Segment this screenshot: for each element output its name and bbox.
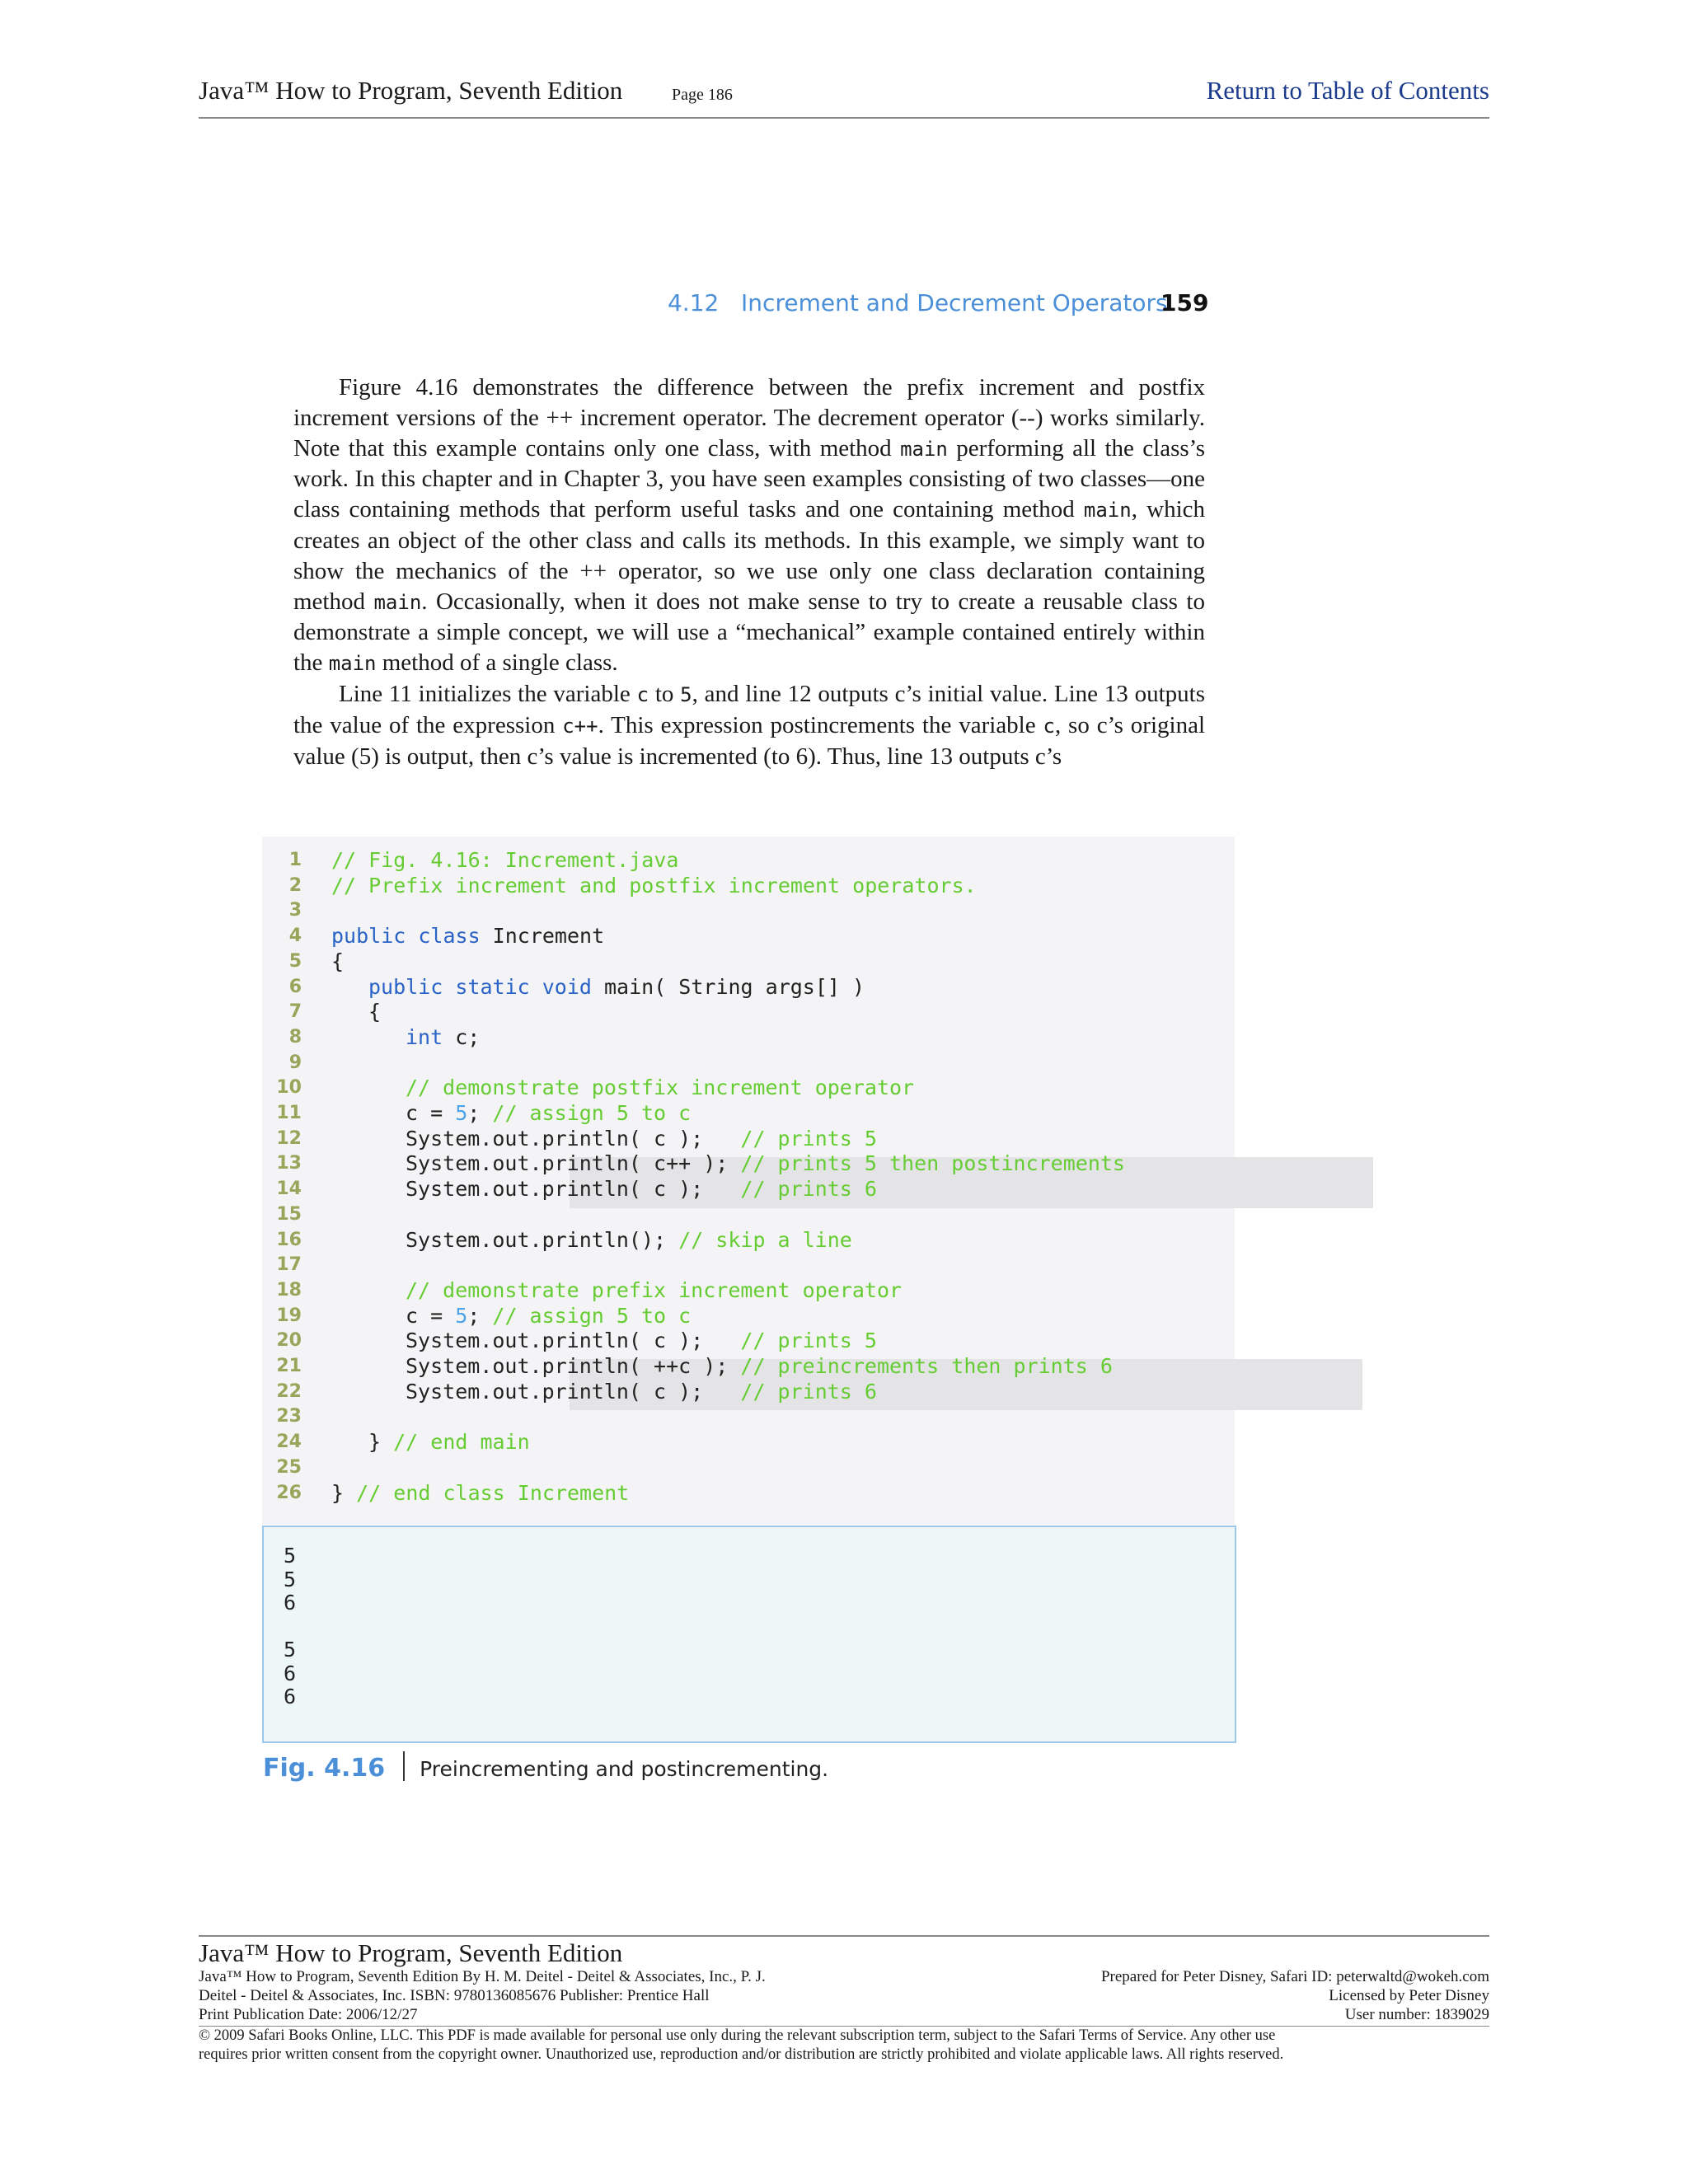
line-number: 23 bbox=[276, 1406, 302, 1427]
code-token: { bbox=[368, 1000, 382, 1024]
code-line bbox=[262, 949, 1235, 975]
code-line bbox=[262, 1025, 1235, 1051]
code-line bbox=[262, 1177, 1235, 1202]
code-text bbox=[406, 1177, 877, 1202]
code-comment: // demonstrate postfix increment operator bbox=[406, 1076, 915, 1100]
running-header bbox=[199, 76, 1489, 119]
code-token: Increment bbox=[480, 924, 605, 949]
code-line bbox=[262, 975, 1235, 1001]
line-number: 25 bbox=[276, 1456, 302, 1478]
line-number: 19 bbox=[276, 1305, 302, 1326]
code-text bbox=[406, 1304, 691, 1329]
code-line bbox=[262, 1481, 1235, 1507]
code-comment: // skip a line bbox=[678, 1227, 852, 1252]
code-number: 5 bbox=[455, 1101, 468, 1125]
code-text bbox=[368, 1430, 530, 1455]
code-line bbox=[262, 1000, 1235, 1025]
code-comment: // Prefix increment and postfix increment operators. bbox=[331, 873, 977, 898]
code-line bbox=[262, 1380, 1235, 1405]
footer-book-title: Java™ How to Program, Seventh Edition bbox=[199, 1938, 623, 1967]
line-number: 9 bbox=[288, 1052, 302, 1073]
code-text bbox=[331, 1481, 629, 1507]
code-token: System.out.println( c++ ); bbox=[406, 1151, 741, 1176]
footer-user-number: User number: 1839029 bbox=[1344, 2006, 1489, 2023]
code-token: { bbox=[331, 949, 345, 973]
line-number: 24 bbox=[276, 1432, 302, 1453]
output-line: 5 bbox=[284, 1567, 297, 1591]
code-token: System.out.println( c ); bbox=[406, 1177, 741, 1202]
code-keyword: public class bbox=[331, 924, 481, 949]
code-text bbox=[406, 1380, 877, 1405]
code-comment: // preincrements then prints 6 bbox=[740, 1354, 1113, 1378]
code-token: System.out.println( ++c ); bbox=[406, 1354, 741, 1378]
paragraph-2: Line 11 initializes the variable c to 5, and line 12 outputs c’s initial value. Line 13 outputs the value of the expression c++. This expression postincrements the variable c, so c’s original value (5) is output, then c’s value is incremented (to 6). Thus, line 13 outputs c’s bbox=[293, 680, 1205, 770]
code-token: c = bbox=[406, 1101, 456, 1125]
output-line: 6 bbox=[284, 1685, 297, 1708]
code-line bbox=[262, 1127, 1235, 1152]
code-line bbox=[262, 874, 1235, 899]
code-token: ; bbox=[467, 1101, 493, 1125]
page-number: 159 bbox=[1160, 289, 1209, 316]
code-line bbox=[262, 1430, 1235, 1455]
line-number: 3 bbox=[288, 900, 302, 921]
code-line bbox=[262, 1455, 1235, 1481]
code-line bbox=[262, 1202, 1235, 1228]
code-comment: // prints 5 then postincrements bbox=[740, 1151, 1125, 1176]
code-token: System.out.println( c ); bbox=[406, 1329, 741, 1353]
code-line bbox=[262, 1253, 1235, 1278]
caption-separator bbox=[403, 1751, 405, 1781]
code-line bbox=[262, 848, 1235, 874]
code-comment: // demonstrate prefix increment operator bbox=[406, 1277, 903, 1302]
code-keyword: int bbox=[406, 1024, 443, 1049]
line-number: 4 bbox=[288, 926, 302, 947]
footer-author-line: Java™ How to Program, Seventh Edition By H. M. Deitel - Deitel & Associates, Inc., P. J. bbox=[199, 1968, 766, 1985]
code-line bbox=[262, 1404, 1235, 1430]
footer-copyright-2: requires prior written consent from the copyright owner. Unauthorized use, reproduction and/or distribution are strictly prohibited and violate applicable laws. All rights reserved. bbox=[199, 2046, 1284, 2063]
line-number: 16 bbox=[276, 1229, 302, 1250]
line-number: 21 bbox=[276, 1356, 302, 1376]
code-text bbox=[406, 1101, 691, 1127]
code-comment: // prints 5 bbox=[740, 1329, 877, 1353]
code-text bbox=[331, 874, 977, 899]
code-line bbox=[262, 1304, 1235, 1329]
code-line bbox=[262, 1076, 1235, 1101]
output-line: 6 bbox=[284, 1591, 297, 1615]
line-number: 15 bbox=[276, 1203, 302, 1225]
line-number: 8 bbox=[288, 1026, 302, 1047]
line-number: 10 bbox=[276, 1077, 302, 1099]
code-line bbox=[262, 1051, 1235, 1076]
code-token: } bbox=[368, 1430, 394, 1455]
code-token: ; bbox=[467, 1303, 493, 1328]
code-text bbox=[406, 1354, 1113, 1380]
code-line bbox=[262, 1101, 1235, 1127]
code-line bbox=[262, 1278, 1235, 1304]
section-title: 4.12 Increment and Decrement Operators bbox=[668, 289, 1168, 316]
line-number: 2 bbox=[288, 874, 302, 896]
line-number: 13 bbox=[276, 1153, 302, 1174]
code-text bbox=[406, 1329, 877, 1354]
output-line: 6 bbox=[284, 1661, 297, 1685]
footer-date-line: Print Publication Date: 2006/12/27 bbox=[199, 2006, 418, 2023]
code-comment: // assign 5 to c bbox=[492, 1303, 692, 1328]
line-number: 7 bbox=[288, 1001, 302, 1023]
line-number: 11 bbox=[276, 1103, 302, 1123]
code-text bbox=[406, 1151, 1125, 1177]
return-to-toc-link[interactable]: Return to Table of Contents bbox=[1206, 76, 1489, 105]
code-comment: // end main bbox=[393, 1430, 530, 1455]
code-comment: // assign 5 to c bbox=[492, 1101, 692, 1125]
code-token: c = bbox=[406, 1303, 456, 1328]
line-number: 6 bbox=[288, 976, 302, 997]
code-text bbox=[406, 1228, 852, 1254]
code-text bbox=[368, 975, 865, 1001]
footer-copyright-1: © 2009 Safari Books Online, LLC. This PDF is made available for personal use only during the relevant subscription term, subject to the Safari Terms of Service. Any other use bbox=[199, 2027, 1276, 2044]
output-line: 5 bbox=[284, 1638, 297, 1661]
code-line bbox=[262, 1354, 1235, 1380]
code-listing bbox=[262, 837, 1235, 1525]
code-comment: // prints 5 bbox=[740, 1126, 877, 1151]
line-number: 14 bbox=[276, 1179, 302, 1200]
code-token: c; bbox=[443, 1024, 481, 1049]
code-line bbox=[262, 924, 1235, 949]
code-token: } bbox=[331, 1480, 357, 1505]
footer-prepared-for: Prepared for Peter Disney, Safari ID: peterwaltd@wokeh.com bbox=[1100, 1968, 1489, 1985]
figure-label: Fig. 4.16 bbox=[263, 1754, 386, 1783]
code-number: 5 bbox=[455, 1303, 468, 1328]
footer-licensed-by: Licensed by Peter Disney bbox=[1329, 1987, 1489, 2004]
code-comment: // prints 6 bbox=[740, 1177, 877, 1202]
line-number: 22 bbox=[276, 1380, 302, 1402]
code-text bbox=[331, 924, 604, 949]
line-number: 18 bbox=[276, 1279, 302, 1301]
code-token: System.out.println( c ); bbox=[406, 1126, 741, 1151]
code-comment: // end class Increment bbox=[356, 1480, 630, 1505]
footer-divider-2 bbox=[199, 2026, 1489, 2027]
book-title: Java™ How to Program, Seventh Edition bbox=[199, 76, 623, 105]
line-number: 5 bbox=[288, 950, 302, 972]
code-token: System.out.println( c ); bbox=[406, 1379, 741, 1404]
code-text bbox=[406, 1127, 877, 1152]
line-number: 26 bbox=[276, 1482, 302, 1503]
line-number: 12 bbox=[276, 1127, 302, 1149]
code-token: System.out.println(); bbox=[406, 1227, 679, 1252]
line-number: 1 bbox=[288, 850, 302, 870]
body-text bbox=[293, 373, 1205, 771]
code-line bbox=[262, 898, 1235, 924]
page-reference: Page 186 bbox=[672, 86, 733, 104]
program-output bbox=[262, 1526, 1236, 1743]
figure-caption-text: Preincrementing and postincrementing. bbox=[420, 1757, 829, 1781]
code-comment: // Fig. 4.16: Increment.java bbox=[331, 848, 679, 872]
code-line bbox=[262, 1228, 1235, 1254]
code-token: main( String args[] ) bbox=[591, 974, 865, 999]
paragraph-1: Figure 4.16 demonstrates the difference between the prefix increment and postfix increment versions of the ++ increment operator. The decrement operator (--) works similarly. Note that this example contains only one class, with method main performing all the class’s work. In this chapter and in Chapter 3, you have seen examples consisting of two classes—one class containing methods that perform useful tasks and one containing method main, which creates an object of the other class and calls its methods. In this example, we simply want to show the mechanics of the ++ operator, so we use only one class declaration containing method main. Occasionally, when it does not make sense to try to create a reusable class to demonstrate a simple concept, we will use a “mechanical” example contained entirely within the main method of a single class. bbox=[293, 374, 1206, 677]
code-text bbox=[331, 949, 344, 975]
code-text bbox=[406, 1025, 480, 1051]
footer-divider bbox=[199, 1935, 1489, 1937]
code-line bbox=[262, 1329, 1235, 1354]
code-comment: // prints 6 bbox=[740, 1379, 877, 1404]
code-keyword: public static void bbox=[368, 974, 592, 999]
figure-caption bbox=[263, 1751, 828, 1788]
line-number: 17 bbox=[276, 1254, 302, 1276]
code-text bbox=[406, 1278, 902, 1304]
output-line: 5 bbox=[284, 1544, 297, 1568]
code-text bbox=[406, 1076, 914, 1101]
footer-isbn-line: Deitel - Deitel & Associates, Inc. ISBN: 9780136085676 Publisher: Prentice Hall bbox=[199, 1987, 710, 2004]
line-number: 20 bbox=[276, 1330, 302, 1352]
code-text bbox=[368, 1000, 381, 1025]
code-line bbox=[262, 1151, 1235, 1177]
code-text bbox=[331, 848, 678, 874]
